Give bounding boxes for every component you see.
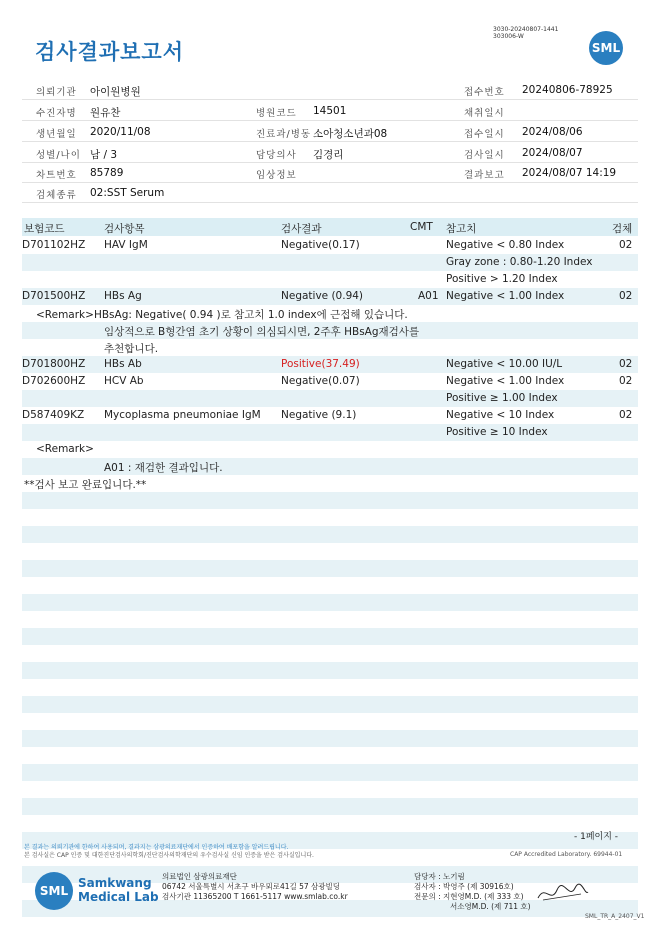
- empty-row: [22, 492, 638, 509]
- info-value: 아이원병원: [90, 86, 141, 98]
- reference-range: Positive ≥ 10 Index: [446, 426, 548, 438]
- results-table-header: [22, 218, 638, 236]
- empty-row: [22, 645, 638, 662]
- info-label: 의뢰기관: [36, 87, 77, 98]
- column-test-item: 검사항목: [104, 223, 145, 235]
- sml-footer-logo: SML: [35, 872, 73, 910]
- column-result: 검사결과: [281, 223, 322, 235]
- info-label: 차트번호: [36, 170, 77, 181]
- table-row: [22, 271, 638, 288]
- info-row: [22, 143, 638, 163]
- empty-row: [22, 747, 638, 764]
- remark-note: A01 : 재검한 결과입니다.: [104, 462, 223, 474]
- brand-line: Medical Lab: [78, 890, 159, 904]
- info-label: 검사일시: [464, 150, 505, 161]
- reference-range: Gray zone : 0.80-1.20 Index: [446, 256, 593, 268]
- remark-text: <Remark>HBsAg: Negative( 0.94 )로 참고치 1.0 index에 근접해 있습니다.: [36, 309, 408, 321]
- test-result: Negative (9.1): [281, 409, 357, 421]
- column-insurance-code: 보험코드: [24, 223, 65, 235]
- info-row: [22, 183, 638, 203]
- staff-block: [414, 872, 531, 912]
- reference-range: Negative < 10.00 IU/L: [446, 358, 563, 370]
- info-label: 진료과/병동: [256, 129, 312, 140]
- empty-row: [22, 781, 638, 798]
- empty-row: [22, 798, 638, 815]
- report-complete-text: **검사 보고 완료입니다.**: [24, 479, 147, 491]
- info-value: 2024/08/07 14:19: [522, 167, 617, 179]
- info-row: [22, 122, 638, 142]
- staff-line: 전문의 : 지현영M.D. (제 333 호): [414, 892, 524, 901]
- empty-row: [22, 696, 638, 713]
- test-item: HAV IgM: [104, 239, 148, 251]
- info-label: 접수일시: [464, 129, 505, 140]
- reference-range: Negative < 1.00 Index: [446, 375, 565, 387]
- test-item: HBs Ag: [104, 290, 142, 302]
- insurance-code: D587409KZ: [22, 409, 85, 421]
- info-value: 김경리: [313, 149, 344, 161]
- lab-contact: 검사기관 11365200 T 1661-5117 www.smlab.co.kr: [162, 892, 348, 901]
- table-row: [22, 288, 638, 305]
- specimen-code: 02: [619, 239, 633, 251]
- document-code-line: 3030-20240807-1441: [493, 26, 559, 33]
- empty-row: [22, 730, 638, 747]
- info-label: 병원코드: [256, 108, 297, 119]
- lab-address-block: [162, 872, 348, 902]
- insurance-code: D701800HZ: [22, 358, 86, 370]
- empty-row: [22, 594, 638, 611]
- sml-logo: SML: [589, 31, 623, 65]
- cap-accreditation: CAP Accredited Laboratory. 69944-01: [510, 851, 623, 858]
- table-row: [22, 305, 638, 322]
- info-label: 성별/나이: [36, 150, 81, 161]
- empty-row: [22, 509, 638, 526]
- info-label: 수진자명: [36, 108, 77, 119]
- test-item: HBs Ab: [104, 358, 142, 370]
- table-row: [22, 322, 638, 339]
- staff-line: 검사자 : 박영주 (제 30916호): [414, 882, 514, 891]
- empty-row: [22, 560, 638, 577]
- info-value: 2020/11/08: [90, 126, 151, 138]
- empty-row: [22, 917, 638, 925]
- footer-notice: 본 결과는 의뢰기관에 한하여 사용되며, 결과지는 삼광의료재단에서 인증하여 배포함을 알려드립니다.: [24, 844, 289, 851]
- info-label: 검체종류: [36, 190, 77, 201]
- lab-address: 06742 서울특별시 서초구 바우뫼로41길 57 삼광빌딩: [162, 882, 341, 891]
- test-result: Positive(37.49): [281, 358, 360, 370]
- brand-line: Samkwang: [78, 876, 152, 890]
- table-row: [22, 407, 638, 424]
- specimen-code: 02: [619, 375, 633, 387]
- page-number: - 1페이지 -: [574, 832, 619, 842]
- test-result: Negative (0.94): [281, 290, 364, 302]
- table-row: [22, 339, 638, 356]
- empty-row: [22, 764, 638, 781]
- test-item: HCV Ab: [104, 375, 144, 387]
- column-specimen: 검체: [612, 223, 633, 235]
- form-code: SML_TR_A_2407_V1: [585, 913, 645, 920]
- test-item: Mycoplasma pneumoniae IgM: [104, 409, 261, 421]
- reference-range: Negative < 0.80 Index: [446, 239, 565, 251]
- empty-row: [22, 577, 638, 594]
- info-label: 임상정보: [256, 170, 297, 181]
- info-value: 02:SST Serum: [90, 187, 165, 199]
- table-row: [22, 424, 638, 441]
- info-label: 담당의사: [256, 150, 297, 161]
- staff-line: 서소영M.D. (제 711 호): [450, 902, 531, 911]
- empty-row: [22, 611, 638, 628]
- signature-image: [535, 880, 590, 906]
- info-label: 결과보고: [464, 170, 505, 181]
- column-cmt: CMT: [410, 221, 433, 233]
- insurance-code: D702600HZ: [22, 375, 86, 387]
- empty-row: [22, 662, 638, 679]
- info-value: 14501: [313, 105, 347, 117]
- specimen-code: 02: [619, 290, 633, 302]
- reference-range: Negative < 1.00 Index: [446, 290, 565, 302]
- lab-name: 의료법인 삼광의료재단: [162, 872, 237, 881]
- document-code: [493, 26, 558, 40]
- table-row: [22, 475, 638, 492]
- brand-name: [78, 876, 159, 904]
- info-row: [22, 163, 638, 183]
- info-value: 소아청소년과08: [313, 128, 388, 140]
- info-label: 채취일시: [464, 108, 505, 119]
- info-value: 85789: [90, 167, 124, 179]
- empty-row: [22, 679, 638, 696]
- empty-row: [22, 713, 638, 730]
- table-row: [22, 390, 638, 407]
- table-row: [22, 356, 638, 373]
- info-value: 2024/08/06: [522, 126, 583, 138]
- info-row: [22, 80, 638, 100]
- empty-row: [22, 815, 638, 832]
- info-label: 접수번호: [464, 87, 505, 98]
- staff-line: 담당자 : 노기림: [414, 872, 465, 881]
- reference-range: Positive > 1.20 Index: [446, 273, 558, 285]
- info-value: 남 / 3: [90, 149, 118, 161]
- empty-row: [22, 628, 638, 645]
- report-title: 검사결과보고서: [35, 40, 185, 64]
- insurance-code: D701102HZ: [22, 239, 86, 251]
- info-label: 생년월일: [36, 129, 77, 140]
- table-row: [22, 441, 638, 458]
- table-row: [22, 237, 638, 254]
- column-reference: 참고치: [446, 223, 477, 235]
- table-row: [22, 458, 638, 475]
- info-row: [22, 101, 638, 121]
- info-value: 원유찬: [90, 107, 121, 119]
- remark-text: <Remark>: [36, 443, 94, 455]
- reference-range: Negative < 10 Index: [446, 409, 555, 421]
- document-code-line: 303006-W: [493, 33, 524, 40]
- remark-note: 추천합니다.: [104, 343, 159, 355]
- comment-code: A01: [418, 290, 439, 302]
- reference-range: Positive ≥ 1.00 Index: [446, 392, 558, 404]
- insurance-code: D701500HZ: [22, 290, 86, 302]
- info-value: 2024/08/07: [522, 147, 583, 159]
- specimen-code: 02: [619, 409, 633, 421]
- footer-notice: 본 검사실은 CAP 인증 및 대한진단검사의학회/진단검사의학재단의 우수검사실 신임 인증을 받은 검사실입니다.: [24, 852, 314, 859]
- table-row: [22, 254, 638, 271]
- specimen-code: 02: [619, 358, 633, 370]
- test-result: Negative(0.07): [281, 375, 360, 387]
- remark-note: 임상적으로 B형간염 초기 상황이 의심되시면, 2주후 HBsAg재검사를: [104, 326, 420, 338]
- empty-row: [22, 543, 638, 560]
- info-value: 20240806-78925: [522, 84, 613, 96]
- table-row: [22, 373, 638, 390]
- empty-row: [22, 526, 638, 543]
- test-result: Negative(0.17): [281, 239, 360, 251]
